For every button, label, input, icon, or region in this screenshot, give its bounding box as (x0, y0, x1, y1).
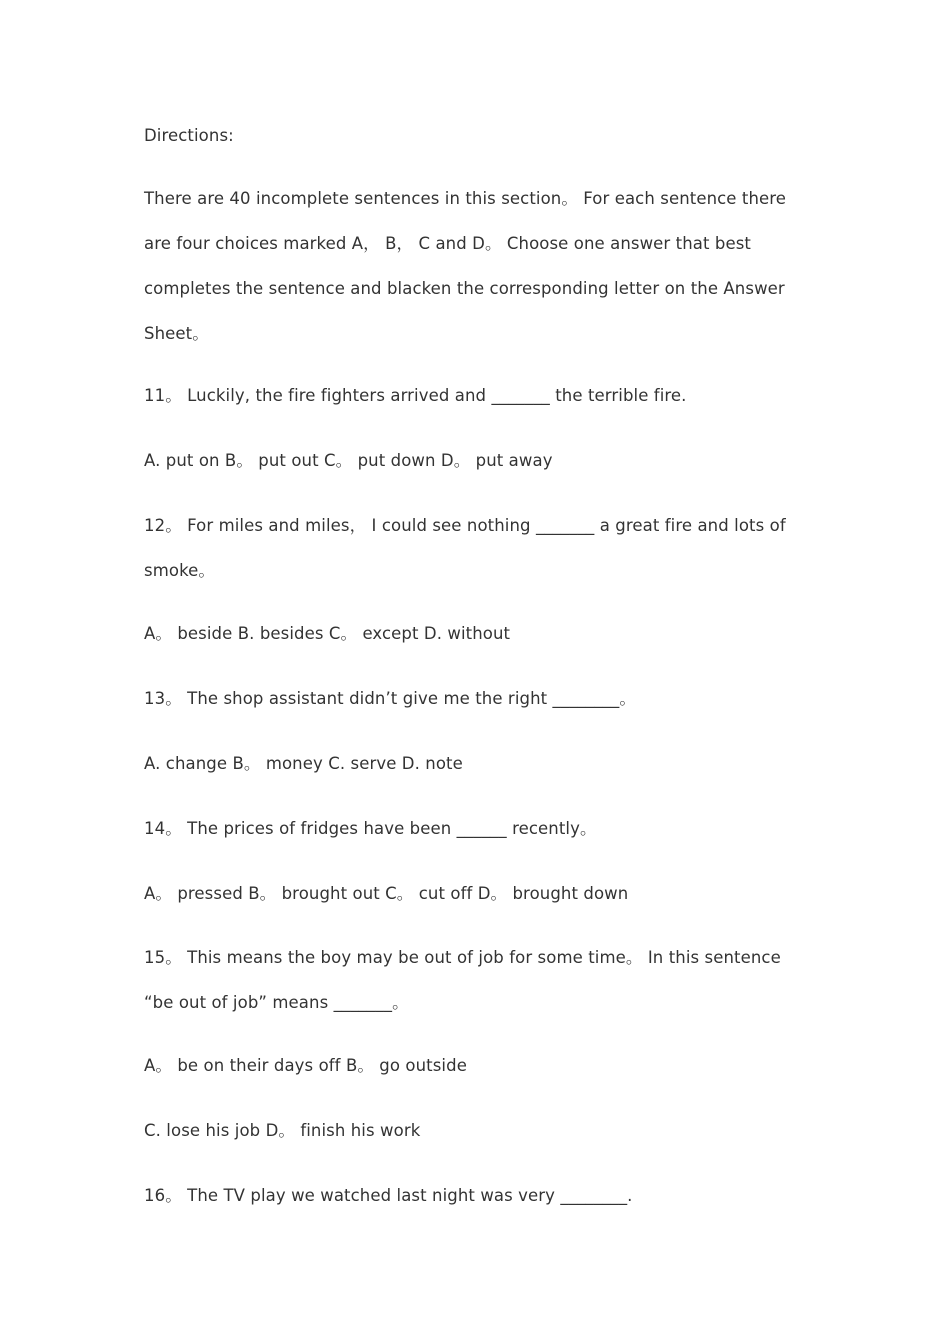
question-options: C. lose his job D。 finish his work (144, 1121, 421, 1140)
question-options: A. change B。 money C. serve D. note (144, 754, 463, 773)
directions-line: completes the sentence and blacken the corresponding letter on the Answer (144, 279, 785, 298)
question-options: A。 be on their days off B。 go outside (144, 1056, 467, 1075)
question-stem: 15。 This means the boy may be out of job for some time。 In this sentence (144, 948, 781, 967)
directions-line: are four choices marked A， B， C and D。 Choose one answer that best (144, 234, 751, 253)
question-options: A。 beside B. besides C。 except D. without (144, 624, 511, 643)
question-stem: 14。 The prices of fridges have been ______ recently。 (144, 819, 597, 838)
question-options: A. put on B。 put out C。 put down D。 put away (144, 451, 553, 470)
question-stem: 16。 The TV play we watched last night was very ________. (144, 1186, 633, 1205)
question-stem: 12。 For miles and miles， I could see nothing _______ a great fire and lots of (144, 516, 786, 535)
question-stem: smoke。 (144, 561, 215, 580)
question-options: A。 pressed B。 brought out C。 cut off D。 brought down (144, 884, 629, 903)
directions-heading: Directions: (144, 126, 234, 145)
question-stem: 11。 Luckily, the fire fighters arrived and _______ the terrible fire. (144, 386, 687, 405)
directions-line: There are 40 incomplete sentences in this section。 For each sentence there (144, 189, 787, 208)
directions-line: Sheet。 (144, 324, 209, 343)
question-stem: 13。 The shop assistant didn’t give me the right ________。 (144, 689, 636, 708)
question-stem: “be out of job” means _______。 (144, 993, 409, 1012)
